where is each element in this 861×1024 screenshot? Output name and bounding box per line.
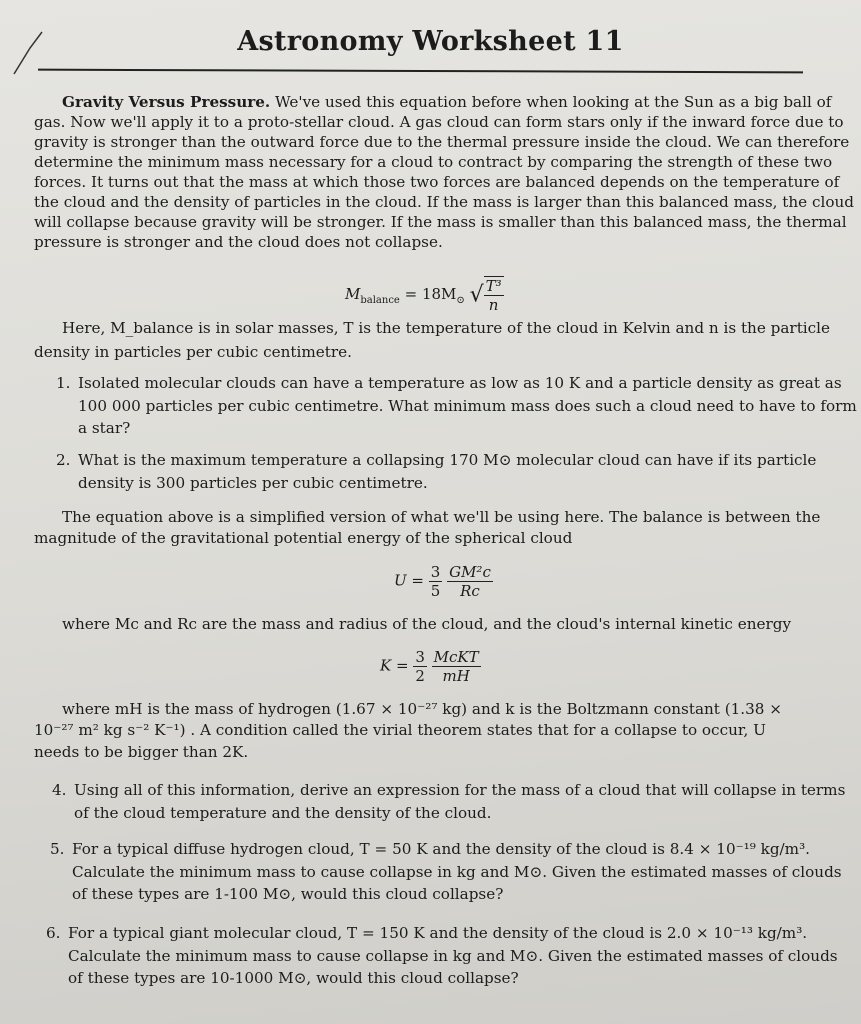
where-line: where Mc and Rc are the mass and radius of the cloud, and the cloud's internal kinetic energy — [62, 615, 792, 633]
where-line: needs to be bigger than 2K. — [34, 743, 249, 761]
intro-line: the cloud and the density of particles in the cloud. If the mass is larger than this balanced mass, the cloud — [34, 193, 854, 211]
potential-energy-equation: U = $\frac{3}{5}$ $\frac{\text{GM²c}}{Rc}$ — [394, 563, 491, 600]
intro-line-1: Gravity Versus Pressure. We've used this equation before when looking at the Sun as a big ball of — [62, 93, 832, 111]
balance-mass-equation: $M_{balance} = 18M_⊙$ √ $\frac{\text{T³}}{n}$ — [345, 277, 502, 314]
where-line: 10⁻²⁷ m² kg s⁻² K⁻¹) . A condition called the virial theorem states that for a collapse to occur, U — [34, 721, 766, 739]
question-2-line: density is 300 particles per cubic centimetre. — [78, 474, 428, 492]
intro-heading: Gravity Versus Pressure. — [62, 93, 271, 111]
intro-line: gas. Now we'll apply it to a proto-stellar cloud. A gas cloud can form stars only if the inward force due to — [34, 113, 844, 131]
question-6-line: Calculate the minimum mass to cause collapse in kg and M⊙. Given the estimated masses of clouds — [68, 947, 838, 965]
intro-line: pressure is stronger and the cloud does not collapse. — [34, 233, 443, 251]
here-line: density in particles per cubic centimetre. — [34, 343, 352, 361]
question-5-line: of these types are 1-100 M⊙, would this cloud collapse? — [72, 885, 504, 903]
page-title: Astronomy Worksheet 11 — [237, 26, 624, 57]
question-1-line: a star? — [78, 419, 131, 437]
kinetic-energy-equation: K = $\frac{3}{2}$ $\frac{\text{McKT}}{mH}$ — [380, 648, 479, 685]
intro-line: determine the minimum mass necessary for a cloud to contract by comparing the strength of these two — [34, 153, 833, 171]
question-6-line: of these types are 10-1000 M⊙, would this cloud collapse? — [68, 969, 519, 987]
intro-line: will collapse because gravity will be stronger. If the mass is smaller than this balanced mass, the thermal — [34, 213, 847, 231]
question-5: 5. For a typical diffuse hydrogen cloud, T = 50 K and the density of the cloud is 8.4 × 10⁻¹⁹ kg/m³. — [50, 840, 810, 858]
intro-line: forces. It turns out that the mass at which those two forces are balanced depends on the temperature of — [34, 173, 840, 191]
intro-line: gravity is stronger than the outward force due to the thermal pressure inside the cloud. We can therefore — [34, 133, 850, 151]
virial-line: The equation above is a simplified version of what we'll be using here. The balance is between the — [62, 508, 821, 526]
question-5-line: Calculate the minimum mass to cause collapse in kg and M⊙. Given the estimated masses of clouds — [72, 863, 842, 881]
question-1-line: 100 000 particles per cubic centimetre. What minimum mass does such a cloud need to have to form — [78, 397, 857, 415]
where-line: where mH is the mass of hydrogen (1.67 × 10⁻²⁷ kg) and k is the Boltzmann constant (1.38 × — [62, 700, 783, 718]
question-4-line: of the cloud temperature and the density of the cloud. — [74, 804, 492, 822]
question-4: 4. Using all of this information, derive an expression for the mass of a cloud that will collapse in terms — [52, 781, 846, 799]
question-1: 1. Isolated molecular clouds can have a temperature as low as 10 K and a particle density as great as — [56, 374, 842, 392]
title-divider — [38, 69, 803, 74]
virial-line: magnitude of the gravitational potential energy of the spherical cloud — [34, 529, 573, 547]
question-2: 2. What is the maximum temperature a collapsing 170 M⊙ molecular cloud can have if its particle — [56, 451, 817, 469]
here-line: Here, M_balance is in solar masses, T is the temperature of the cloud in Kelvin and n is the particle — [62, 319, 830, 337]
question-6: 6. For a typical giant molecular cloud, T = 150 K and the density of the cloud is 2.0 × 10⁻¹³ kg/m³. — [46, 924, 808, 942]
